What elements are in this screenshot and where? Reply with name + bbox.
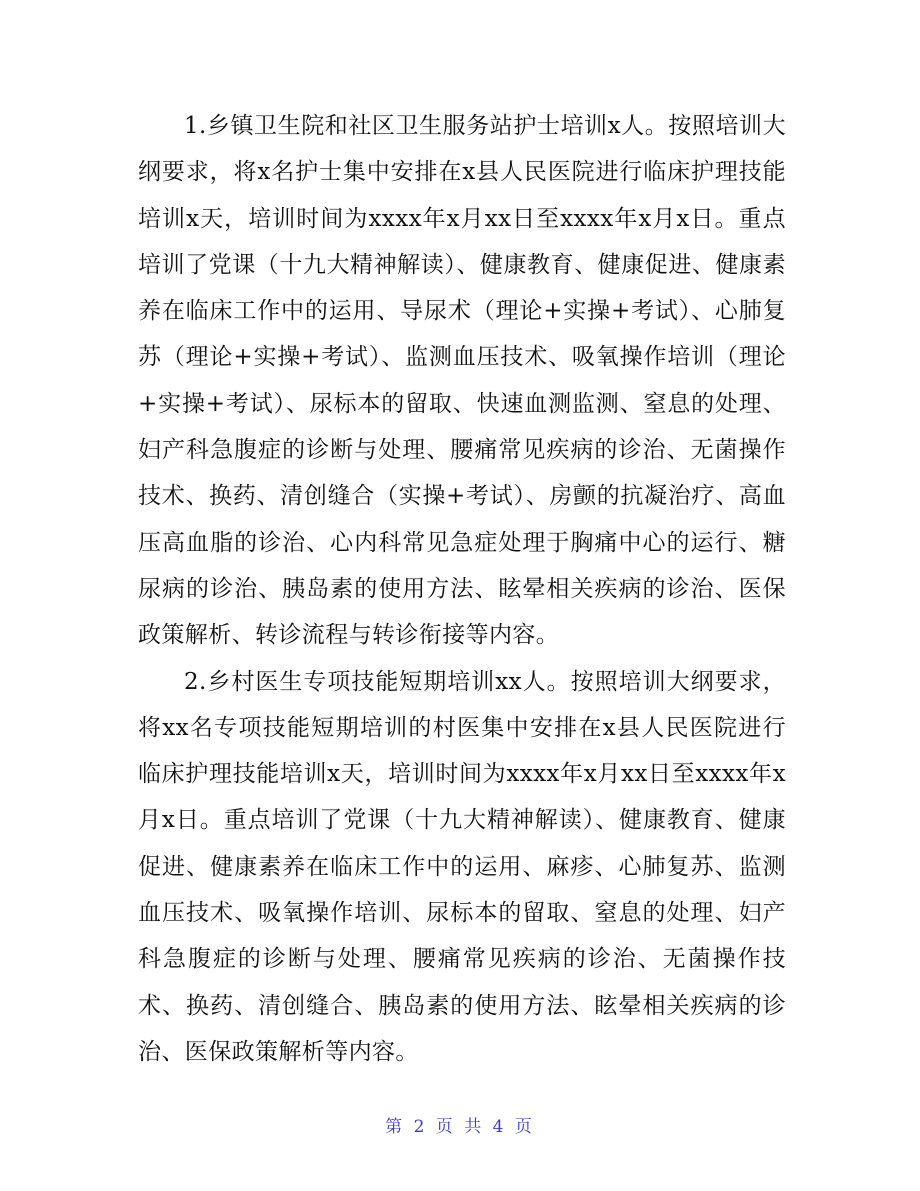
- page-number-footer: 第 2 页 共 4 页: [385, 1117, 535, 1137]
- paragraph-nurse-training: 1.乡镇卫生院和社区卫生服务站护士培训x人。按照培训大纲要求，将x名护士集中安排在x县人民医院进行临床护理技能培训x天，培训时间为xxxx年x月xx日至xxxx年x月x日。重点培训了党课（十九大精神解读）、健康教育、健康促进、健康素养在临床工作中的运用、导尿术（理论+实操+考试）、心肺复苏（理论+实操+考试）、监测血压技术、吸氧操作培训（理论+实操+考试）、尿标本的留取、快速血测监测、窒息的处理、妇产科急腹症的诊断与处理、腰痛常见疾病的诊治、无菌操作技术、换药、清创缝合（实操+考试）、房颤的抗凝治疗、高血压高血脂的诊治、心内科常见急症处理于胸痛中心的运行、糖尿病的诊治、胰岛素的使用方法、眩晕相关疾病的诊治、医保政策解析、转诊流程与转诊衔接等内容。: [138, 113, 786, 649]
- document-body: [138, 103, 786, 1075]
- paragraph-village-doctor-training: 2.乡村医生专项技能短期培训xx人。按照培训大纲要求，将xx名专项技能短期培训的村医集中安排在x县人民医院进行临床护理技能培训x天，培训时间为xxxx年x月xx日至xxxx年x月x日。重点培训了党课（十九大精神解读）、健康教育、健康促进、健康素养在临床工作中的运用、麻疹、心肺复苏、监测血压技术、吸氧操作培训、尿标本的留取、窒息的处理、妇产科急腹症的诊断与处理、腰痛常见疾病的诊治、无菌操作技术、换药、清创缝合、胰岛素的使用方法、眩晕相关疾病的诊治、医保政策解析等内容。: [138, 668, 786, 1065]
